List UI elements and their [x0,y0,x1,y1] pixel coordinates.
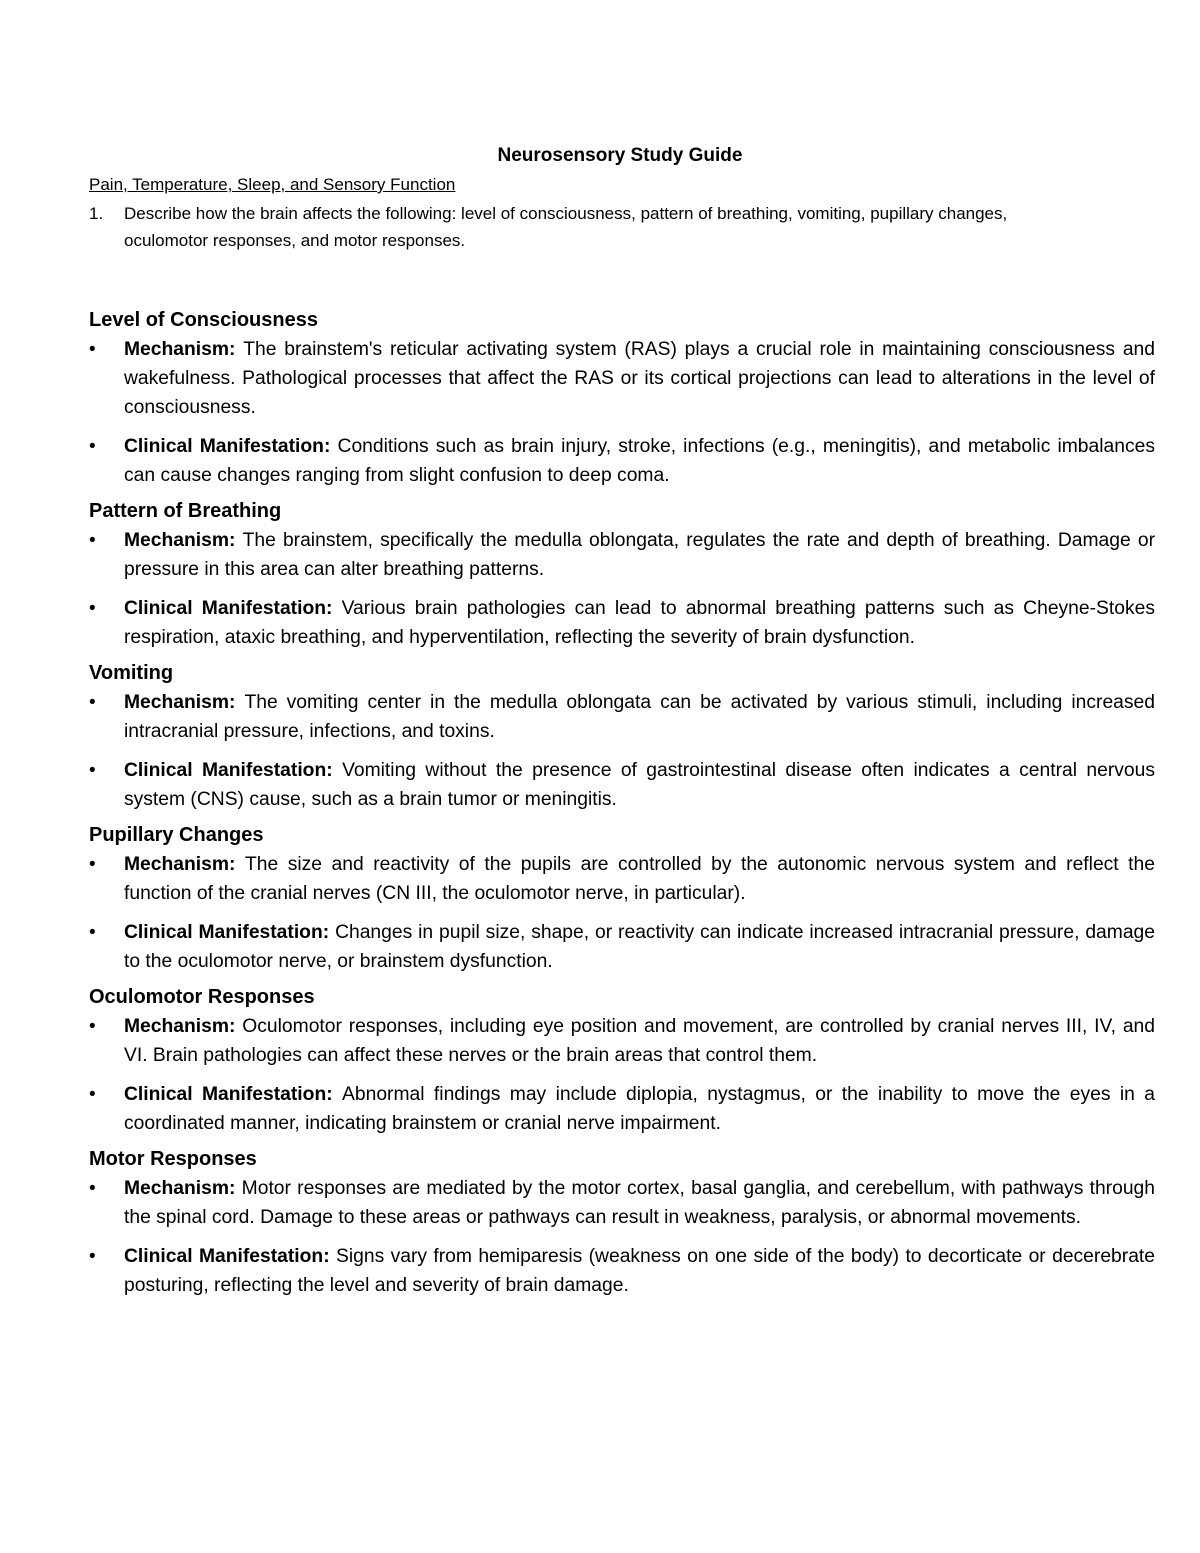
section-heading: Level of Consciousness [89,309,318,331]
list-item [89,1080,1155,1138]
list-item [89,756,1155,814]
list-item [89,918,1155,976]
item-term: Mechanism: [124,692,245,713]
section-motor-responses [89,1145,1155,1300]
section-heading: Motor Responses [89,1148,257,1170]
bullet-icon: • [89,854,96,875]
bullet-list [89,526,1155,652]
list-item [89,432,1155,490]
item-text: Oculomotor responses, including eye position and movement, are controlled by cranial nerves III, IV, and VI. Brain pathologies can affect these nerves or the brain areas that control them. [124,1016,1155,1066]
item-term: Mechanism: [124,339,244,360]
item-text: Various brain pathologies can lead to abnormal breathing patterns such as Cheyne-Stokes respiration, ataxic breathing, and hyperventilation, reflecting the severity of brain dysfunction. [124,598,1155,648]
bullet-icon: • [89,1016,96,1037]
bullet-icon: • [89,530,96,551]
section-heading: Vomiting [89,662,174,684]
document-body [89,306,1155,1300]
item-term: Mechanism: [124,1178,242,1199]
item-text: Signs vary from hemiparesis (weakness on one side of the body) to decorticate or decerebrate posturing, reflecting the level and severity of brain damage. [124,1246,1155,1296]
item-term: Clinical Manifestation: [124,1084,343,1105]
bullet-list [89,850,1155,976]
bullet-icon: • [89,339,96,360]
section-vomiting [89,659,1155,814]
section-level-of-consciousness [89,306,1155,490]
list-item [89,688,1155,746]
bullet-icon: • [89,598,96,619]
item-term: Clinical Manifestation: [124,1246,336,1267]
item-term: Clinical Manifestation: [124,598,342,619]
section-pattern-of-breathing [89,497,1155,652]
item-text: The vomiting center in the medulla oblongata can be activated by various stimuli, including increased intracranial pressure, infections, and toxins. [124,692,1155,742]
bullet-list [89,1012,1155,1138]
item-term: Mechanism: [124,854,245,875]
list-item [89,850,1155,908]
list-item [89,335,1155,422]
section-heading: Oculomotor Responses [89,986,315,1008]
list-item [89,1012,1155,1070]
question-number: 1. [89,204,104,223]
list-item [89,1174,1155,1232]
item-text: Vomiting without the presence of gastrointestinal disease often indicates a central nervous system (CNS) cause, such as a brain tumor or meningitis. [124,760,1155,810]
item-text: Abnormal findings may include diplopia, nystagmus, or the inability to move the eyes in a coordinated manner, indicating brainstem or cranial nerve impairment. [124,1084,1155,1134]
item-text: The brainstem's reticular activating system (RAS) plays a crucial role in maintaining consciousness and wakefulness. Pathological processes that affect the RAS or its cortical projections can lead to alterations in the level of consciousness. [124,339,1155,418]
question-1 [89,200,1089,254]
item-text: The brainstem, specifically the medulla oblongata, regulates the rate and depth of breathing. Damage or pressure in this area can alter breathing patterns. [124,530,1155,580]
bullet-list [89,1174,1155,1300]
page-title: Neurosensory Study Guide [497,145,743,166]
item-text: The size and reactivity of the pupils are controlled by the autonomic nervous system and reflect the function of the cranial nerves (CN III, the oculomotor nerve, in particular). [124,854,1155,904]
bullet-list [89,335,1155,490]
bullet-icon: • [89,760,96,781]
bullet-icon: • [89,1178,96,1199]
item-term: Mechanism: [124,530,243,551]
list-item [89,526,1155,584]
section-heading: Pattern of Breathing [89,500,282,522]
question-text: Describe how the brain affects the following: level of consciousness, pattern of breathing, vomiting, pupillary changes, oculomotor responses, and motor responses. [124,204,1008,250]
document-subtitle: Pain, Temperature, Sleep, and Sensory Function [89,175,456,194]
item-term: Clinical Manifestation: [124,436,338,457]
bullet-icon: • [89,436,96,457]
section-heading: Pupillary Changes [89,824,264,846]
item-text: Motor responses are mediated by the motor cortex, basal ganglia, and cerebellum, with pathways through the spinal cord. Damage to these areas or pathways can result in weakness, paralysis, or abnormal movements. [124,1178,1155,1228]
bullet-list [89,688,1155,814]
bullet-icon: • [89,1084,96,1105]
section-oculomotor-responses [89,983,1155,1138]
bullet-icon: • [89,692,96,713]
item-term: Clinical Manifestation: [124,760,343,781]
item-term: Clinical Manifestation: [124,922,336,943]
list-item [89,1242,1155,1300]
bullet-icon: • [89,1246,96,1267]
item-term: Mechanism: [124,1016,243,1037]
item-text: Conditions such as brain injury, stroke, infections (e.g., meningitis), and metabolic imbalances can cause changes ranging from slight confusion to deep coma. [124,436,1155,486]
bullet-icon: • [89,922,96,943]
item-text: Changes in pupil size, shape, or reactivity can indicate increased intracranial pressure, damage to the oculomotor nerve, or brainstem dysfunction. [124,922,1155,972]
section-pupillary-changes [89,821,1155,976]
list-item [89,594,1155,652]
